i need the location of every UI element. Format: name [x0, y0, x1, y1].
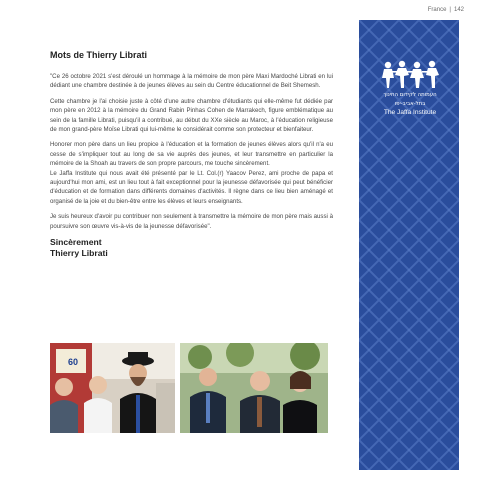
- photo-group-three-men: [50, 343, 175, 433]
- paragraph-4: Le Jaffa Institute qui nous avait été présenté par le Lt. Col.(r) Yaacov Perez, ami proche de papa et aujourd'hui mon ami, est un lieu tout à fait exceptionnel pour la jeunesse défavorisée qui peut bénéficier d'éducation et de formation dans différents domaines d'activités. Il règne dans ce lieu bien aménagé et organisé de la joie et du bien-être entre les élèves et leurs enseignants.: [50, 169, 333, 205]
- article-column: [50, 50, 333, 258]
- jaffa-institute-sidebar: [359, 20, 459, 470]
- paragraph-5: Je suis heureux d'avoir pu contribuer non seulement à transmettre la mémoire de mon père mais aussi à poursuivre son œuvre vis-à-vis de la jeunesse défavorisée".: [50, 213, 333, 230]
- page-header: [428, 7, 464, 13]
- closing-text: Sincèrement: [50, 237, 102, 248]
- article-title: Mots de Thierry Librati: [50, 50, 148, 60]
- logo-hebrew-line-1: העמותה לקידום החינוך: [383, 92, 437, 98]
- logo-english-name: The Jaffa Institute: [383, 109, 437, 116]
- logo-hebrew-line-2: בתל-אביב-יפו: [394, 101, 426, 107]
- paragraph-3: Honorer mon père dans un lieu propice à l'éducation et la formation de jeunes élèves alors qu'il n'a eu cesse de s'impliquer tout au long de sa vie auprès des jeunes, et leur transmettre en particulier la mémoire de la Shoah au travers de son propre parcours, me touche sincèrement.: [50, 141, 333, 168]
- signature-name: Thierry Librati: [50, 247, 108, 258]
- photo-group-three-people: [180, 343, 328, 433]
- sign-number: 60: [68, 357, 79, 367]
- section-name: France: [427, 7, 447, 13]
- paragraph-2: Cette chambre je l'ai choisie juste à côté d'une autre chambre d'étudiants qui elle-même fut dédiée par mon père en 2012 à la mémoire du Grand Rabin Pinhas Cohen de Marrakech, figure emblématique au sein de la famille Librati, puisqu'il a contribué, au début du XXe siècle au Maroc, à l'éducation religieuse de mon grand-père Moïse Librati qui lui-même le considérait comme son protecteur et bienfaiteur.: [50, 97, 333, 134]
- jaffa-institute-logo: [373, 60, 447, 116]
- paragraph-1: "Ce 26 octobre 2021 s'est déroulé un hommage à la mémoire de mon père Maxi Mardoché Librati en lui dédiant une chambre destinée à de jeunes élèves au sein du Centre éducationnel de Beit Shemesh.: [50, 73, 333, 90]
- header-separator: |: [449, 7, 451, 13]
- page-number: 142: [453, 7, 464, 13]
- signature-block: [50, 237, 333, 258]
- children-figures-icon: [380, 60, 440, 90]
